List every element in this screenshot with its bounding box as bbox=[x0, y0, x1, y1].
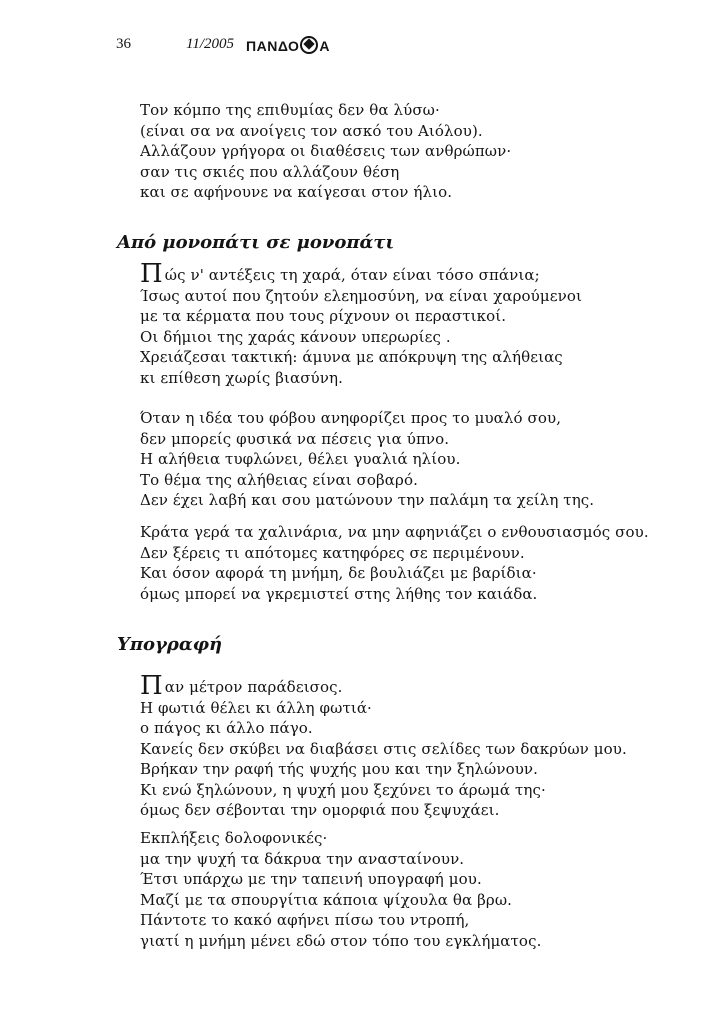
poem-line: Η φωτιά θέλει κι άλλη φωτιά· bbox=[140, 698, 372, 717]
poem-line-rest: ώς ν' αντέξεις τη χαρά, όταν είναι τόσο σπάνια; bbox=[164, 266, 540, 284]
poem-line: Δεν ξέρεις τι απότομες κατηφόρες σε περιμένουν. bbox=[140, 543, 525, 562]
poem1-stanza-3 bbox=[140, 522, 700, 604]
poem-line: κι επίθεση χωρίς βιασύνη. bbox=[140, 368, 343, 387]
poem-line: Κράτα γερά τα χαλινάρια, να μην αφηνιάζει ο ενθουσιασμός σου. bbox=[140, 523, 649, 541]
poem-line: Εκπλήξεις δολοφονικές· bbox=[140, 829, 328, 847]
poem-first-line bbox=[140, 671, 700, 701]
drop-cap: Π bbox=[140, 259, 163, 289]
poem-line: Τον κόμπο της επιθυμίας δεν θα λύσω· bbox=[140, 101, 440, 119]
poem-line: Βρήκαν την ραφή τής ψυχής μου και την ξηλώνουν. bbox=[140, 760, 539, 778]
page-number: 36 bbox=[116, 36, 131, 52]
poem-line: (είναι σα να ανοίγεις τον ασκό του Αιόλου). bbox=[140, 121, 483, 140]
poem-line: Μαζί με τα σπουργίτια κάποια ψίχουλα θα βρω. bbox=[140, 890, 513, 909]
issue-date: 11/2005 bbox=[186, 36, 235, 52]
poem-line: ο πάγος κι άλλο πάγο. bbox=[140, 719, 313, 737]
poem-line: δεν μπορείς φυσικά να πέσεις για ύπνο. bbox=[140, 429, 450, 448]
page-header bbox=[0, 36, 711, 60]
poem-line: με τα κέρματα που τους ρίχνουν οι περαστικοί. bbox=[140, 307, 507, 325]
poem-line: Το θέμα της αλήθειας είναι σοβαρό. bbox=[140, 470, 418, 489]
poem-line: Η αλήθεια τυφλώνει, θέλει γυαλιά ηλίου. bbox=[140, 450, 461, 468]
poem-first-line bbox=[140, 259, 700, 289]
magazine-logo-right: Α bbox=[319, 38, 331, 54]
poem-line: Έτσι υπάρχω με την ταπεινή υπογραφή μου. bbox=[140, 870, 482, 888]
poem-line: Και όσον αφορά τη μνήμη, δε βουλιάζει με βαρίδια· bbox=[140, 564, 537, 582]
poem-line: Ίσως αυτοί που ζητούν ελεημοσύνη, να είναι χαρούμενοι bbox=[140, 286, 582, 305]
poem1-stanza-2 bbox=[140, 408, 700, 511]
poem-line: όμως δεν σέβονται την ομορφιά που ξεψυχάει. bbox=[140, 801, 500, 819]
magazine-logo-left: ΠΑΝΔΟ bbox=[246, 38, 300, 54]
emblem-icon bbox=[300, 36, 318, 54]
drop-cap: Π bbox=[140, 671, 163, 701]
poem-line: Πάντοτε το κακό αφήνει πίσω του ντροπή, bbox=[140, 911, 470, 929]
poem-line: μα την ψυχή τα δάκρυα την ανασταίνουν. bbox=[140, 849, 465, 868]
poem-line: γιατί η μνήμη μένει εδώ στον τόπο του εγκλήματος. bbox=[140, 931, 542, 950]
poem-line: Χρειάζεσαι τακτική: άμυνα με απόκρυψη της αλήθειας bbox=[140, 348, 563, 366]
poem-line: και σε αφήνουνε να καίγεσαι στον ήλιο. bbox=[140, 183, 453, 201]
poem-line: Δεν έχει λαβή και σου ματώνουν την παλάμη τα χείλη της. bbox=[140, 491, 595, 509]
poem-title: Υπογραφή bbox=[117, 634, 223, 655]
poem-title: Από μονοπάτι σε μονοπάτι bbox=[117, 232, 395, 253]
poem-line: Όταν η ιδέα του φόβου ανηφορίζει προς το μυαλό σου, bbox=[140, 409, 562, 427]
intro-stanza bbox=[140, 100, 700, 203]
poem1-stanza-1 bbox=[140, 259, 700, 388]
poem2-stanza-2 bbox=[140, 828, 700, 951]
poem-line: Κανείς δεν σκύβει να διαβάσει στις σελίδες των δακρύων μου. bbox=[140, 739, 627, 758]
poem-line: Αλλάζουν γρήγορα οι διαθέσεις των ανθρώπων· bbox=[140, 142, 512, 160]
poem-line-rest: αν μέτρον παράδεισος. bbox=[164, 678, 343, 696]
poem-line: Κι ενώ ξηλώνουν, η ψυχή μου ξεχύνει το άρωμά της· bbox=[140, 780, 546, 799]
poem-line: Οι δήμιοι της χαράς κάνουν υπερωρίες . bbox=[140, 327, 451, 346]
poem-line: σαν τις σκιές που αλλάζουν θέση bbox=[140, 162, 400, 181]
magazine-logo bbox=[246, 36, 330, 54]
poem-line: όμως μπορεί να γκρεμιστεί στης λήθης τον καιάδα. bbox=[140, 584, 538, 603]
poem2-stanza-1 bbox=[140, 671, 700, 821]
